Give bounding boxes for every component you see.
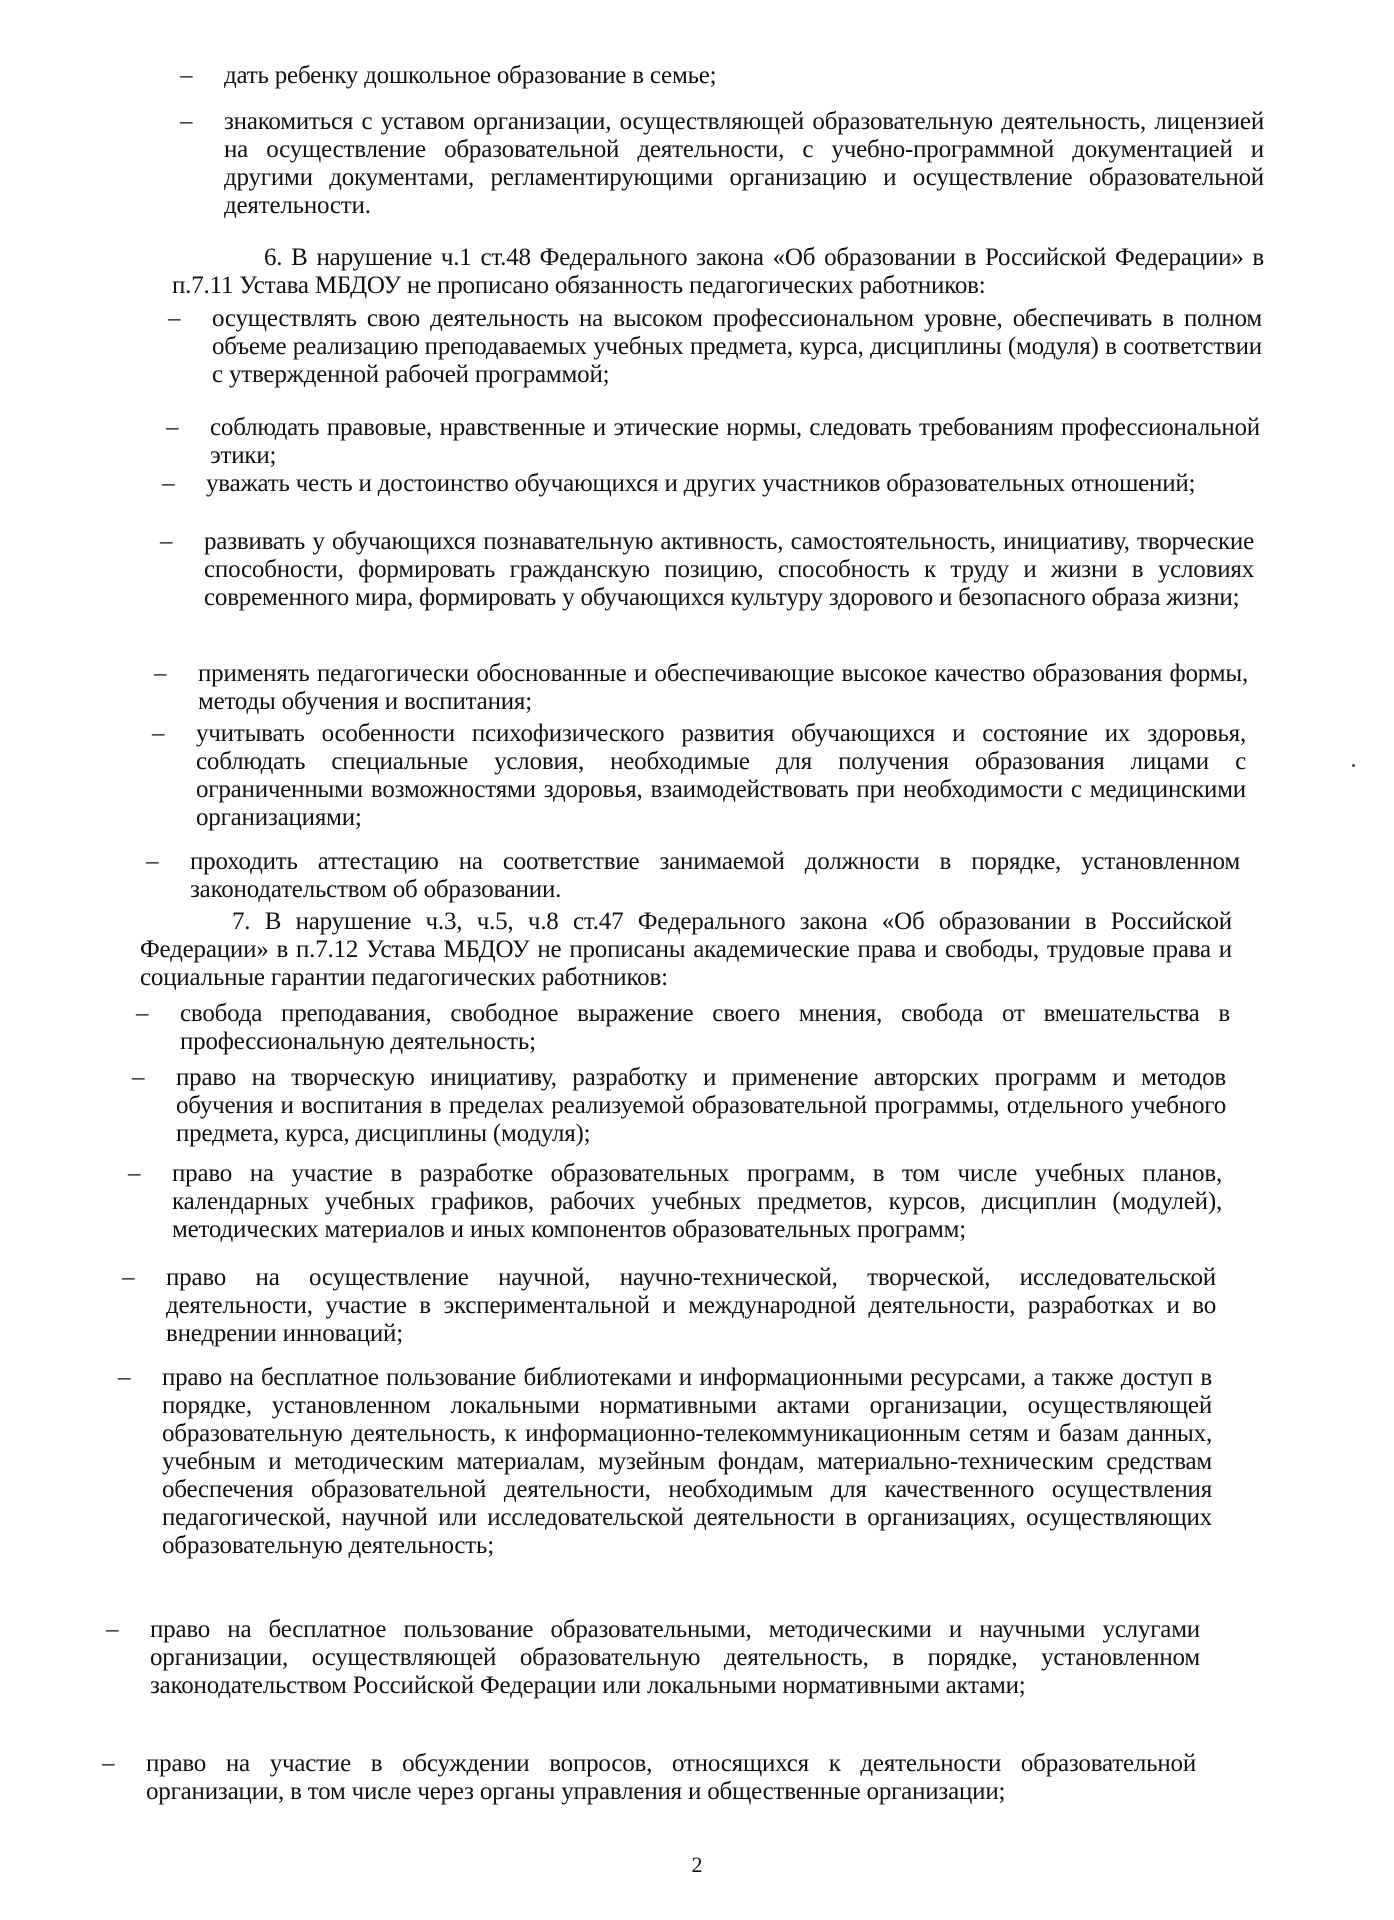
list-item (180, 108, 1264, 220)
list-item (106, 1616, 1200, 1700)
item-text: право на творческую инициативу, разработку и применение авторских программ и методов обучения и воспитания в пределах реализуемой образовательной программы, отдельного учебного предмета, курса, дисциплины (модуля); (176, 1064, 1226, 1147)
dash-icon: – (132, 1064, 145, 1091)
dash-icon: – (162, 470, 175, 497)
item-text: право на участие в обсуждении вопросов, относящихся к деятельности образовательной организации, в том числе через органы управления и общественные организации; (146, 1750, 1196, 1805)
item-text: развивать у обучающихся познавательную активность, самостоятельность, инициативу, творческие способности, формировать гражданскую позицию, способность к труду и жизни в условиях современного мира, формировать у обучающихся культуру здорового и безопасного образа жизни; (204, 528, 1254, 611)
item-text: учитывать особенности психофизического развития обучающихся и состояние их здоровья, соблюдать специальные условия, необходимые для получения образования лицами с ограниченными возможностями здоровья, взаимодействовать при необходимости с медицинскими организациями; (196, 720, 1246, 831)
item-text: право на осуществление научной, научно-технической, творческой, исследовательской деятельности, участие в экспериментальной и международной деятельности, разработках и во внедрении инноваций; (166, 1264, 1216, 1347)
item-text: уважать честь и достоинство обучающихся и других участников образовательных отношений; (206, 470, 1196, 497)
list-item (132, 1064, 1226, 1148)
dash-icon: – (154, 660, 167, 687)
dash-icon: – (122, 1264, 135, 1291)
list-item (152, 720, 1246, 832)
item-text: проходить аттестацию на соответствие занимаемой должности в порядке, установленном законодательством об образовании. (190, 848, 1240, 903)
dash-icon: – (118, 1364, 131, 1391)
dash-icon: – (102, 1750, 115, 1777)
list-item (122, 1264, 1216, 1348)
paragraph-text: 6. В нарушение ч.1 ст.48 Федерального закона «Об образовании в Российской Федерации» в п.7.11 Устава МБДОУ не прописано обязанность педагогических работников: (172, 244, 1264, 299)
item-text: право на участие в разработке образовательных программ, в том числе учебных планов, календарных учебных графиков, рабочих учебных предметов, курсов, дисциплин (модулей), методических материалов и иных компонентов образовательных программ; (172, 1160, 1222, 1243)
list-item (128, 1160, 1222, 1244)
list-item (146, 848, 1240, 904)
dash-icon: – (128, 1160, 141, 1187)
list-item (154, 660, 1248, 716)
list-item (180, 62, 1044, 90)
item-text: применять педагогически обоснованные и обеспечивающие высокое качество образования формы, методы обучения и воспитания; (198, 660, 1248, 715)
item-text: осуществлять свою деятельность на высоком профессиональном уровне, обеспечивать в полном объеме реализацию преподаваемых учебных предмета, курса, дисциплины (модуля) в соответствии с утвержденной рабочей программой; (212, 305, 1262, 388)
dash-icon: – (180, 62, 193, 89)
item-text: свобода преподавания, свободное выражение своего мнения, свобода от вмешательства в профессиональную деятельность; (180, 1000, 1230, 1055)
dash-icon: – (106, 1616, 119, 1643)
list-item (160, 528, 1254, 612)
dash-icon: – (166, 414, 179, 441)
dash-icon: – (136, 1000, 149, 1027)
list-item (166, 414, 1260, 470)
paragraph-text: 7. В нарушение ч.3, ч.5, ч.8 ст.47 Федерального закона «Об образовании в Российской Федерации» в п.7.12 Устава МБДОУ не прописаны академические права и свободы, трудовые права и социальные гарантии педагогических работников: (140, 908, 1232, 991)
numbered-paragraph (140, 908, 1232, 992)
dash-icon: – (152, 720, 165, 747)
list-item (118, 1364, 1212, 1560)
list-item (162, 470, 1256, 498)
item-text: право на бесплатное пользование библиотеками и информационными ресурсами, а также доступ в порядке, установленном локальными нормативными актами организации, осуществляющей образовательную деятельность, к информационно-телекоммуникационным сетям и базам данных, учебным и методическим материалам, музейным фондам, материально-техническим средствам обеспечения образовательной деятельности, необходимым для качественного осуществления педагогической, научной или исследовательской деятельности в организациях, осуществляющих образовательную деятельность; (162, 1364, 1212, 1559)
numbered-paragraph (172, 244, 1264, 300)
dash-icon: – (180, 108, 193, 135)
item-text: соблюдать правовые, нравственные и этические нормы, следовать требованиям профессиональной этики; (210, 414, 1260, 469)
list-item (136, 1000, 1230, 1056)
dash-icon: – (160, 528, 173, 555)
dash-icon: – (146, 848, 159, 875)
list-item (102, 1750, 1196, 1806)
item-text: знакомиться с уставом организации, осуществляющей образовательную деятельность, лицензией на осуществление образовательной деятельности, с учебно-программной документацией и другими документами, регламентирующими организацию и осуществление образовательной деятельности. (224, 108, 1264, 219)
list-item (168, 305, 1262, 389)
item-text: дать ребенку дошкольное образование в семье; (224, 62, 717, 89)
item-text: право на бесплатное пользование образовательными, методическими и научными услугами организации, осуществляющей образовательную деятельность, в порядке, установленном законодательством Российской Федерации или локальными нормативными актами; (150, 1616, 1200, 1699)
scan-speck (1352, 764, 1355, 767)
page-number: 2 (691, 1852, 703, 1877)
dash-icon: – (168, 305, 181, 332)
